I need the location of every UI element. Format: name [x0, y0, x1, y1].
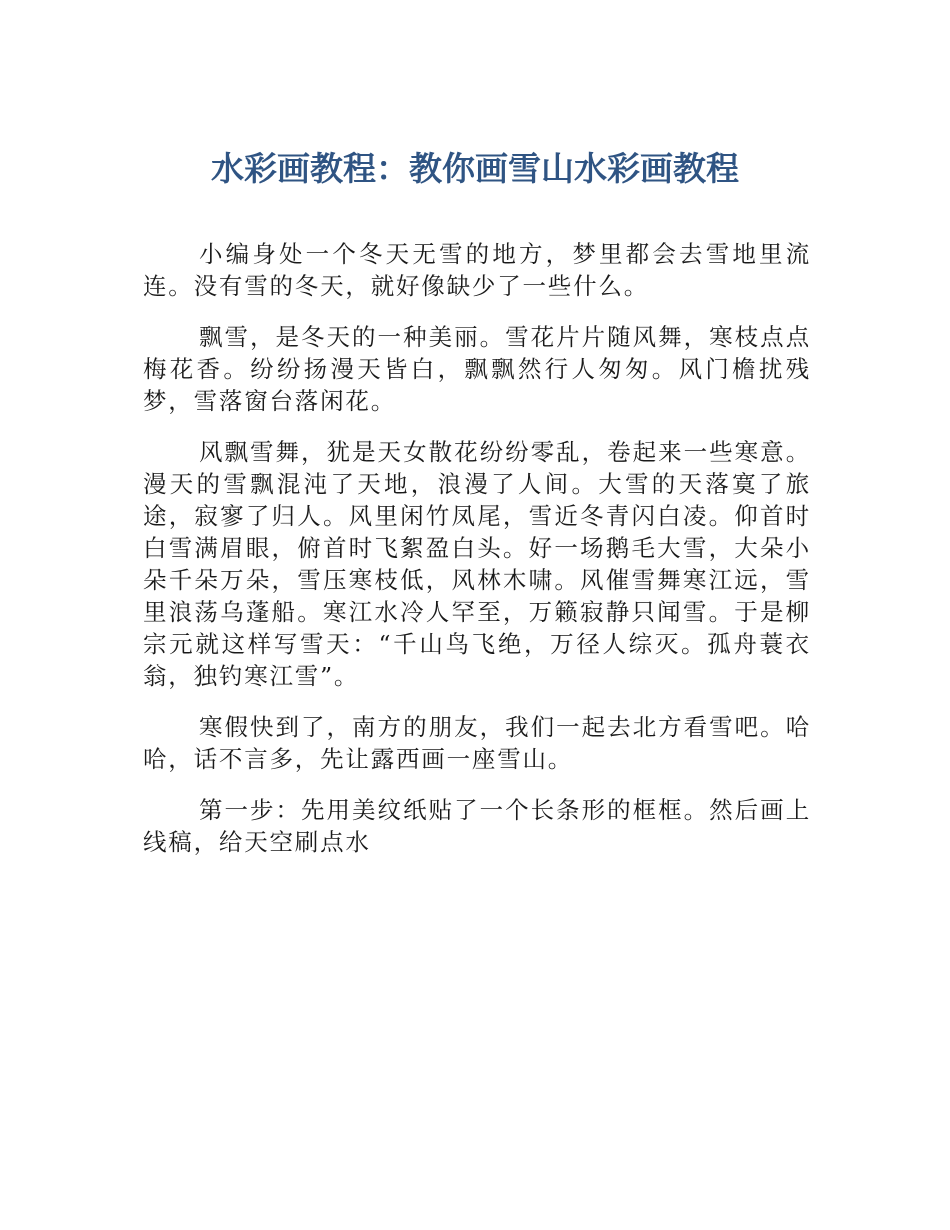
paragraph-5: 第一步：先用美纹纸贴了一个长条形的框框。然后画上线稿，给天空刷点水 [143, 796, 811, 856]
paragraph-2: 飘雪，是冬天的一种美丽。雪花片片随风舞，寒枝点点梅花香。纷纷扬漫天皆白，飘飘然行人匆匆。风门檐扰残梦，雪落窗台落闲花。 [143, 323, 811, 415]
page-title: 水彩画教程：教你画雪山水彩画教程 [211, 149, 739, 188]
article-body [143, 238, 811, 877]
paragraph-1: 小编身处一个冬天无雪的地方，梦里都会去雪地里流连。没有雪的冬天，就好像缺少了一些什么。 [143, 240, 811, 300]
paragraph-3: 风飘雪舞，犹是天女散花纷纷零乱，卷起来一些寒意。漫天的雪飘混沌了天地，浪漫了人间。大雪的天落寞了旅途，寂寥了归人。风里闲竹凤尾，雪近冬青闪白凌。仰首时白雪满眉眼，俯首时飞絮盈白头。好一场鹅毛大雪，大朵小朵千朵万朵，雪压寒枝低，风林木啸。风催雪舞寒江远，雪里浪荡乌蓬船。寒江水冷人罕至，万籁寂静只闻雪。于是柳宗元就这样写雪天：“千山鸟飞绝，万径人综灭。孤舟蓑衣翁，独钓寒江雪”。 [143, 438, 811, 690]
paragraph-4: 寒假快到了，南方的朋友，我们一起去北方看雪吧。哈哈，话不言多，先让露西画一座雪山。 [143, 713, 811, 773]
